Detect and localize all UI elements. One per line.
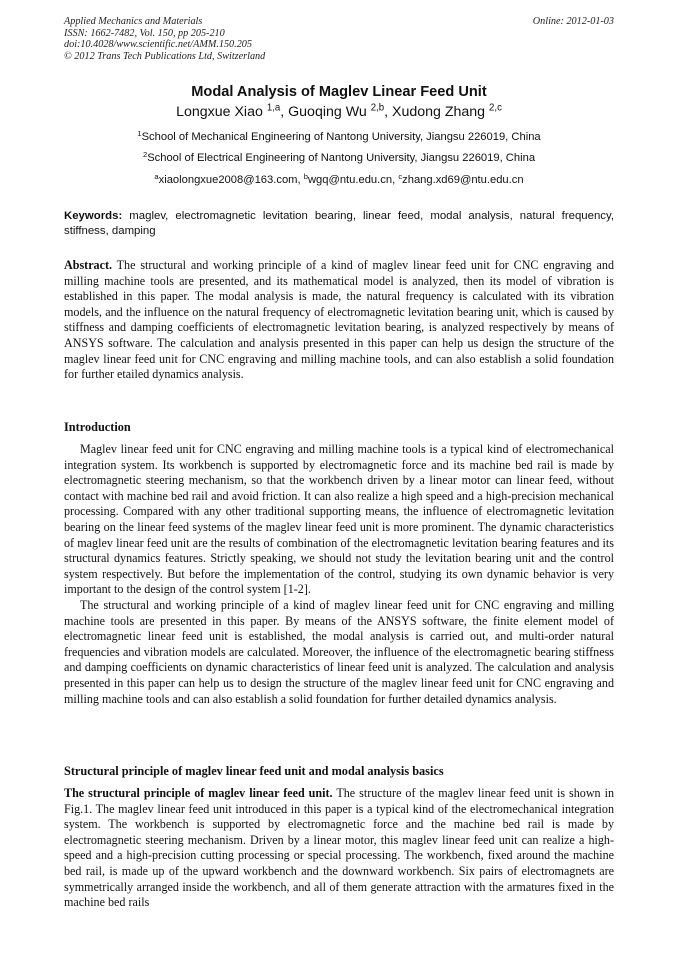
keywords-text: maglev, electromagnetic levitation bearing, linear feed, modal analysis, natural frequency, stiffness, damping: [64, 210, 614, 238]
affiliation-1: [0, 128, 678, 143]
affiliation-2: [0, 149, 678, 164]
abstract-block: [64, 258, 614, 383]
affiliation-mark: 2: [142, 149, 148, 159]
paper-title: Modal Analysis of Maglev Linear Feed Unit: [191, 84, 487, 100]
affiliation-text: School of Mechanical Engineering of Nantong University, Jiangsu 226019, China: [141, 131, 541, 143]
email-mark: b: [303, 171, 308, 181]
email-mark: a: [154, 171, 159, 181]
section-body: [64, 786, 614, 911]
section-heading: Structural principle of maglev linear feed unit and modal analysis basics: [64, 764, 444, 778]
paragraph: The structural and working principle of a kind of maglev linear feed unit for CNC engraving and milling machine tools are presented in this paper. By means of the ANSYS software, the finite element model of electromagnetic linear feed unit is established, the modal analysis is carried out, and multi-order natural frequencies and vibration models are calculated. Moreover, the influence of the electromagnetic bearing stiffness and damping coefficients on dynamic characteristics of linear feed unit is analyzed. The calculation and analysis presented in this paper can help us to design the structure of the maglev linear feed unit for CNC engraving and milling machine tools and can also establish a solid foundation for further detailed dynamics analysis.: [64, 597, 614, 706]
author-affiliation-mark: 1,a: [266, 102, 281, 114]
copyright-line: © 2012 Trans Tech Publications Ltd, Switzerland: [64, 50, 266, 62]
affiliation-text: School of Electrical Engineering of Nantong University, Jiangsu 226019, China: [147, 152, 536, 164]
email-line: [0, 171, 678, 186]
abstract-label: Abstract.: [64, 258, 113, 272]
author-name: Longxue Xiao: [176, 104, 263, 120]
keywords-block: [64, 209, 614, 240]
author-affiliation-mark: 2,b: [370, 102, 385, 114]
subsection-heading: The structural principle of maglev linear feed unit.: [64, 786, 333, 800]
paragraph-text: The structure of the maglev linear feed unit is shown in Fig.1. The maglev linear feed unit introduced in this paper is a typical kind of the electromechanical integration system. The workbench is supported by electromagnetic force and the machine bed rail is made by electromagnetic steering mechanism. Driven by a linear motor, this maglev linear feed unit can realize a high-speed and a high-precision cutting processing or special processing. The workbench, fixed around the machine bed rail, is made up of the upward workbench and the downward workbench. Six pairs of electromagnets are symmetrically arranged inside the workbench, and all of them generate attraction with the armatures fixed in the machine bed rails: [64, 786, 615, 910]
keywords-label: Keywords:: [64, 210, 123, 222]
introduction-body: [64, 442, 614, 707]
journal-name: Applied Mechanics and Materials: [64, 16, 203, 27]
author-affiliation-mark: 2,c: [489, 102, 502, 114]
online-date: Online: 2012-01-03: [532, 16, 614, 27]
affiliation-mark: 1: [137, 128, 142, 138]
email-address[interactable]: zhang.xd69@ntu.edu.cn: [402, 174, 524, 186]
author-name: Guoqing Wu: [288, 104, 367, 120]
doi-line: doi:10.4028/www.scientific.net/AMM.150.205: [64, 39, 252, 51]
abstract-text: The structural and working principle of a kind of maglev linear feed unit for CNC engraving and milling machine tools are presented, and its mathematical model is analyzed, then its model of vibration is established in this paper. The modal analysis is made, the natural frequency is calculated with its vibration models, and the influence on the natural frequency of electromagnetic levitation bearing unit, which is caused by stiffness and damping coefficients of electromagnetic levitation bearing, is analyzed respectively by means of ANSYS software. The calculation and analysis presented in this paper can help us design the structure of the maglev linear feed unit for CNC engraving and milling machine tools, and can also establish a solid foundation for further etailed dynamics analysis.: [64, 258, 615, 382]
email-address[interactable]: xiaolongxue2008@163.com,: [158, 174, 301, 186]
introduction-heading: Introduction: [64, 420, 131, 434]
issn-line: ISSN: 1662-7482, Vol. 150, pp 205-210: [64, 27, 225, 39]
author-list: Longxue Xiao $^{1,a}$, Guoqing Wu $^{2,b}$, Xudong Zhang $^{2,c}$: [176, 102, 502, 120]
paragraph: [64, 786, 614, 911]
email-address[interactable]: wgq@ntu.edu.cn,: [307, 174, 396, 186]
paragraph: Maglev linear feed unit for CNC engraving and milling machine tools is a typical kind of electromechanical integration system. Its workbench is supported by electromagnetic force and its machine bed rail is made by electromagnetic steering mechanism, so that the workbench driven by a linear motor can linear feed, without contact with machine bed rail and avoid friction. It can also realize a high speed and a high-precision mechanical processing. Compared with any other traditional supporting means, the influence of electromagnetic levitation bearing on the linear feed systems of the maglev linear feed unit is more prominent. The dynamic characteristics of maglev linear feed unit are the results of combination of the electromagnetic levitation bearing features and its structural dynamics features. Strictly speaking, we should not study the levitation bearing unit and the control system respectively. But before the implementation of the control, studying its own dynamic behavior is very important to the design of the control system [1-2].: [64, 442, 614, 597]
author-name: Xudong Zhang: [391, 104, 486, 120]
journal-header: [64, 16, 265, 62]
email-mark: c: [398, 171, 403, 181]
